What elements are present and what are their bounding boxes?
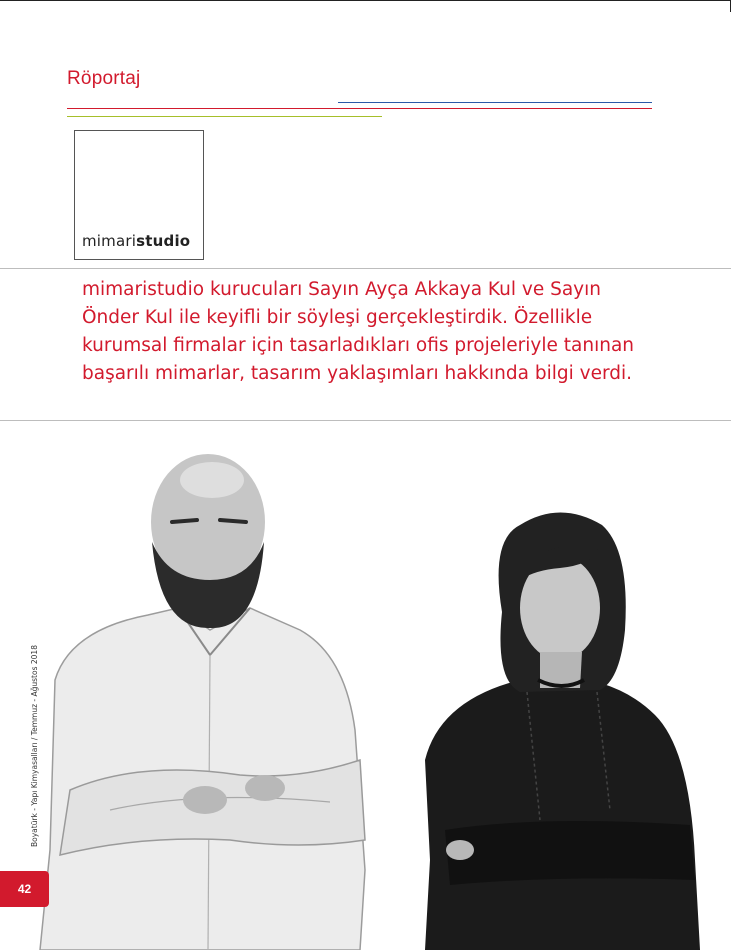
logo-wordmark <box>82 232 190 250</box>
intro-top-divider <box>0 268 731 269</box>
woman-body <box>425 676 700 950</box>
publication-info: Boyatürk - Yapı Kimyasalları / Temmuz - Ağustos 2018 <box>30 645 39 847</box>
intro-paragraph: mimaristudio kurucuları Sayın Ayça Akkaya Kul ve Sayın Önder Kul ile keyifli bir söyleşi gerçekleştirdik. Özellikle kurumsal firmalar için tasarladıkları ofis projeleriyle tanınan başarılı mimarlar, tasarım yaklaşımları hakkında bilgi verdi. <box>82 279 635 384</box>
top-border-line <box>0 0 731 1</box>
man-hand-right <box>245 775 285 801</box>
page-number-badge: 42 <box>0 871 49 907</box>
man-head-highlight <box>180 462 244 498</box>
logo-text-regular: mimari <box>82 232 137 250</box>
decor-line-green <box>67 116 382 117</box>
decor-line-red <box>67 108 652 109</box>
section-title: Röportaj <box>67 68 141 89</box>
man-hand-left <box>183 786 227 814</box>
woman-figure <box>425 513 700 950</box>
decor-line-blue <box>338 102 652 103</box>
man-figure <box>40 454 365 950</box>
portrait-photo <box>0 430 731 950</box>
logo-text-bold: studio <box>136 232 191 250</box>
mimaristudio-logo <box>74 130 204 260</box>
woman-hand <box>446 840 474 860</box>
woman-crossed-arms <box>445 821 695 885</box>
intro-bottom-divider <box>0 420 731 421</box>
